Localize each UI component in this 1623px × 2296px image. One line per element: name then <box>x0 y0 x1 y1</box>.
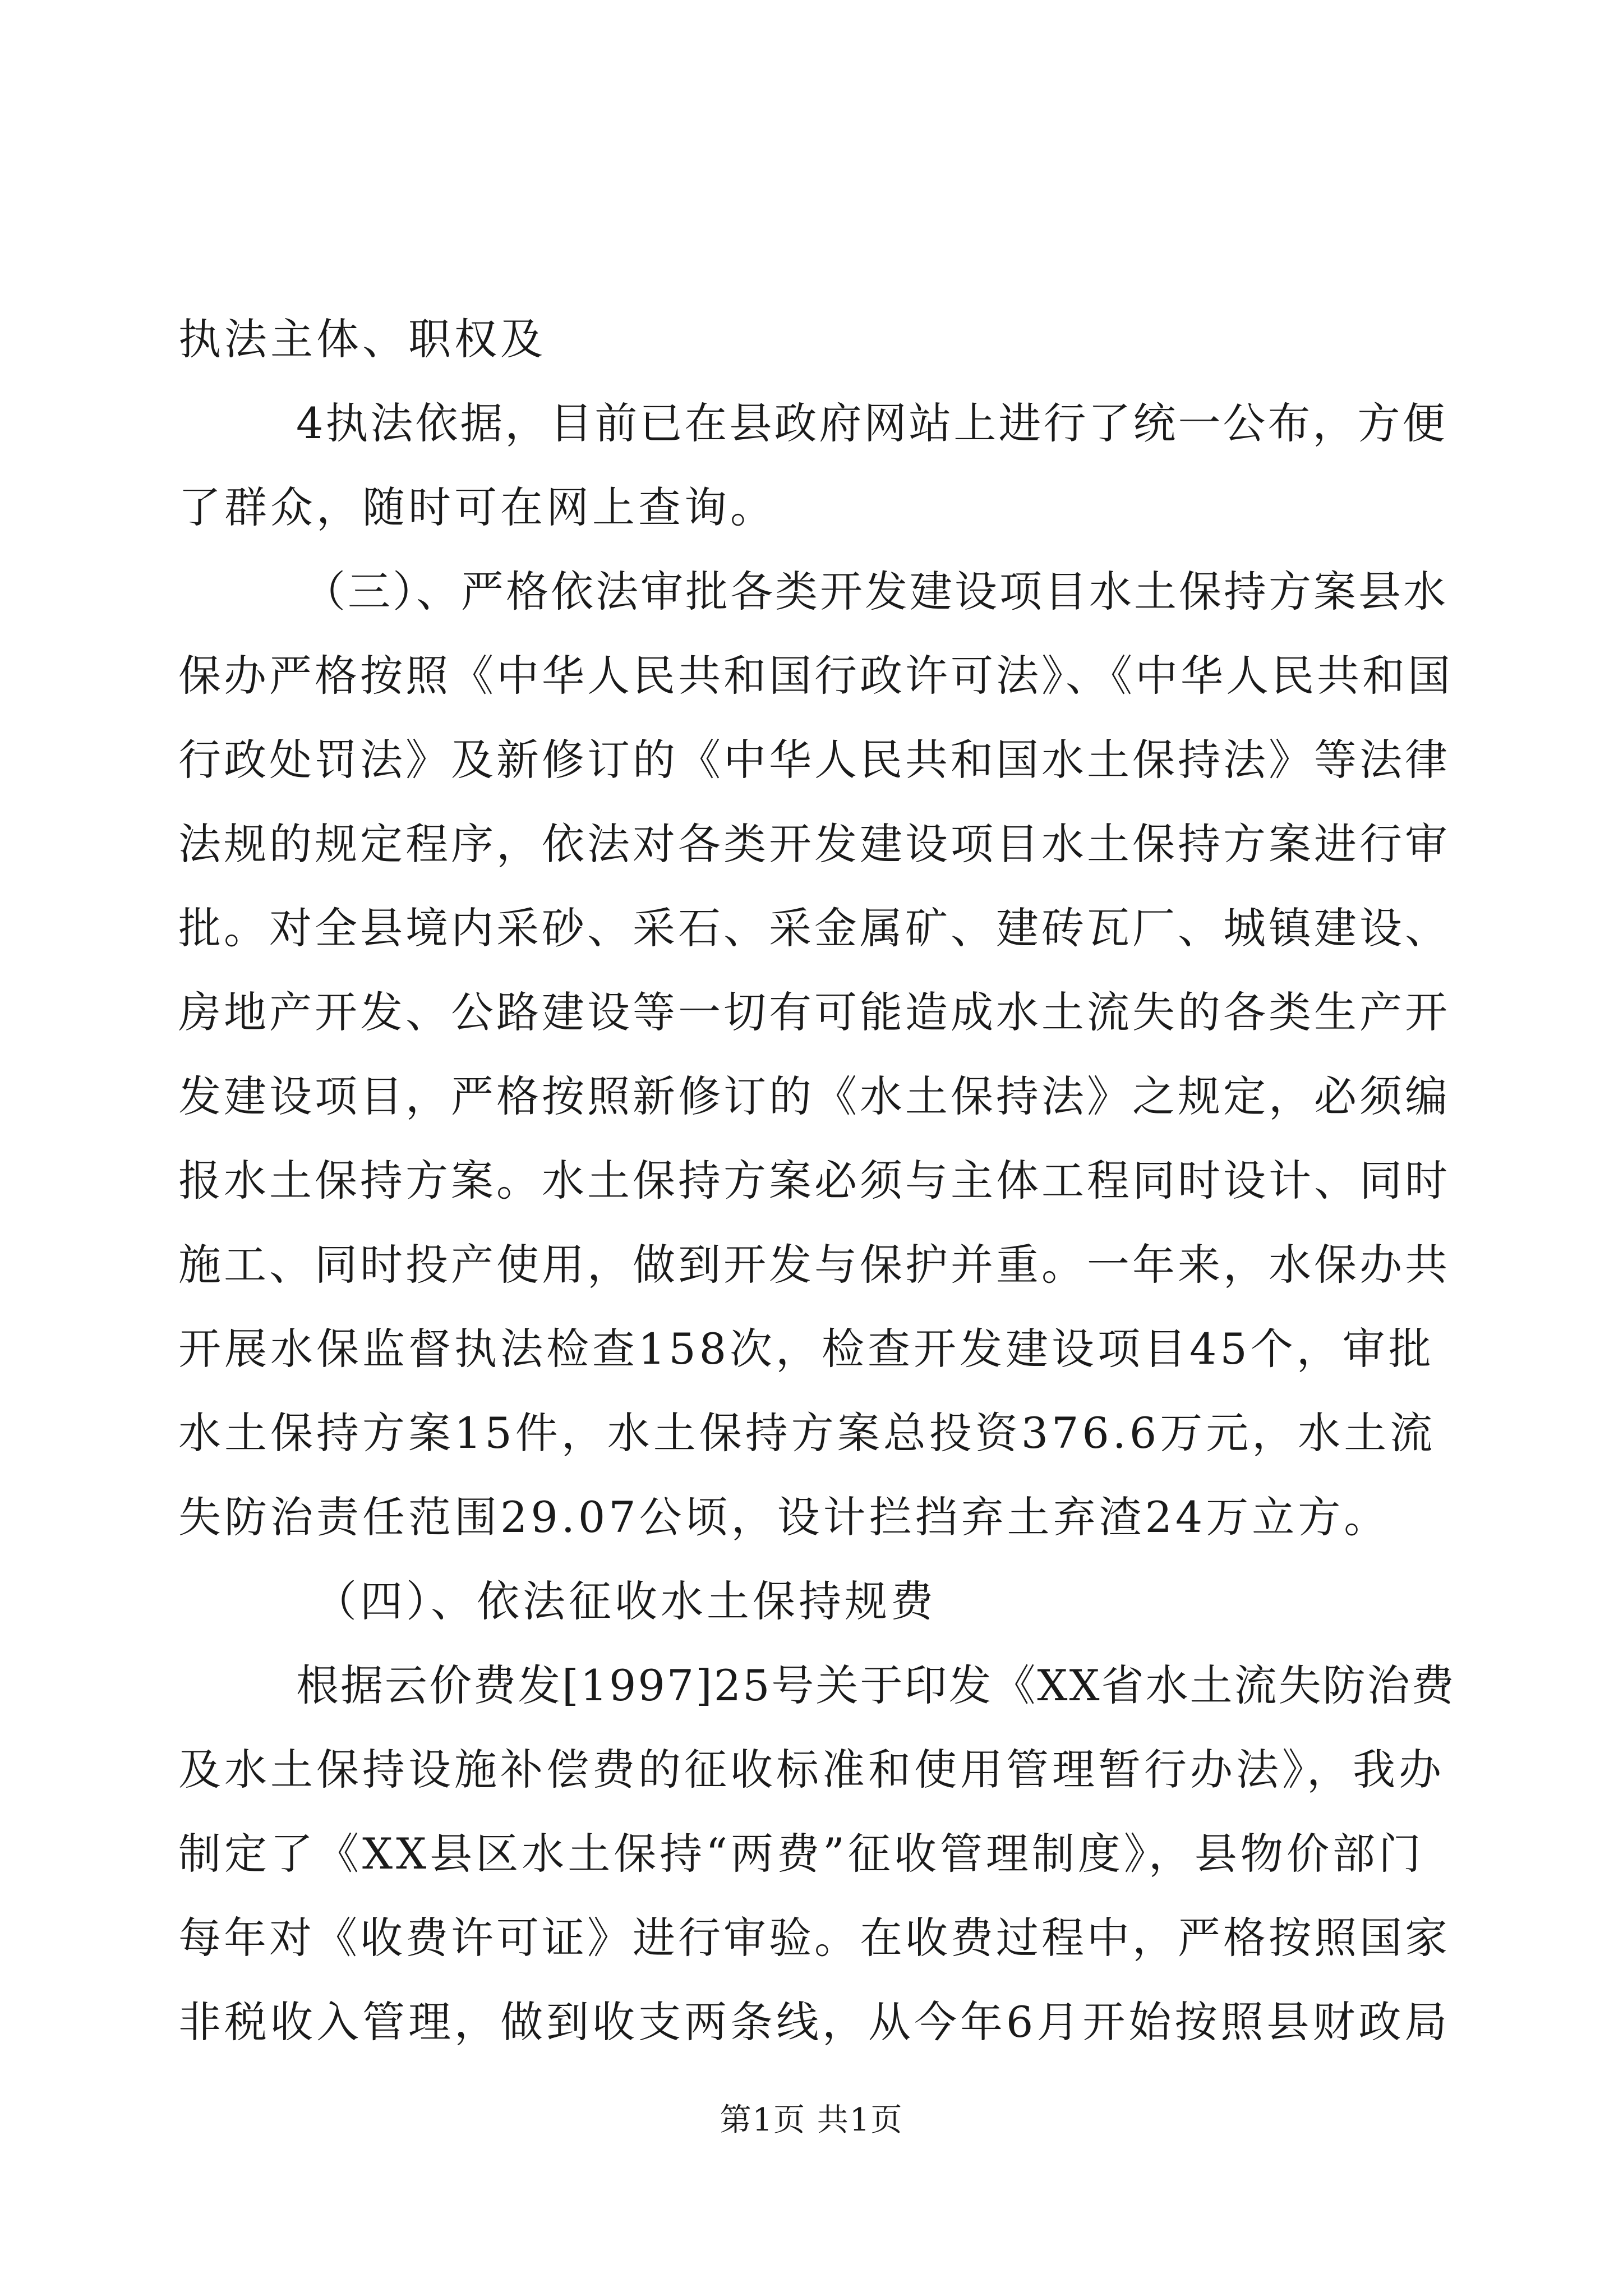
text-line: 法规的规定程序，依法对各类开发建设项目水土保持方案进行审 <box>178 819 1450 869</box>
text-line: 非税收入管理，做到收支两条线，从今年6月开始按照县财政局 <box>178 1997 1451 2047</box>
text-line: 发建设项目，严格按照新修订的《水土保持法》之规定，必须编 <box>178 1071 1450 1121</box>
text-line: 开展水保监督执法检查158次，检查开发建设项目45个，审批 <box>178 1324 1435 1374</box>
text-line: 行政处罚法》及新修订的《中华人民共和国水土保持法》等法律 <box>178 735 1450 785</box>
page-footer: 第1页 共1页 <box>720 2102 903 2138</box>
text-line: 水土保持方案15件，水土保持方案总投资376.6万元，水土流 <box>178 1408 1436 1458</box>
text-line: 了群众，随时可在网上查询。 <box>178 482 776 532</box>
text-line: 及水土保持设施补偿费的征收标准和使用管理暂行办法》，我办 <box>178 1745 1445 1795</box>
text-line: 失防治责任范围29.07公顷，设计拦挡弃土弃渣24万立方。 <box>178 1492 1390 1542</box>
text-line: 执法主体、职权及 <box>178 314 546 364</box>
text-line: 批。对全县境内采砂、采石、采金属矿、建砖瓦厂、城镇建设、 <box>178 903 1450 953</box>
text-line: 4执法依据，目前已在县政府网站上进行了统一公布，方便 <box>296 398 1447 448</box>
text-line: 报水土保持方案。水土保持方案必须与主体工程同时设计、同时 <box>178 1156 1450 1205</box>
text-line: 保办严格按照《中华人民共和国行政许可法》、《中华人民共和国 <box>178 651 1453 701</box>
text-line: 施工、同时投产使用，做到开发与保护并重。一年来，水保办共 <box>178 1240 1450 1290</box>
text-line: 根据云价费发[1997]25号关于印发《XX省水土流失防治费 <box>296 1660 1456 1710</box>
text-line: （三）、严格依法审批各类开发建设项目水土保持方案县水 <box>303 567 1448 616</box>
text-line: 房地产开发、公路建设等一切有可能造成水土流失的各类生产开 <box>178 987 1450 1037</box>
text-line: 每年对《收费许可证》进行审验。在收费过程中，严格按照国家 <box>178 1913 1450 1963</box>
text-line: （四）、依法征收水土保持规费 <box>314 1576 937 1626</box>
text-line: 制定了《XX县区水土保持“两费”征收管理制度》，县物价部门 <box>178 1829 1424 1879</box>
